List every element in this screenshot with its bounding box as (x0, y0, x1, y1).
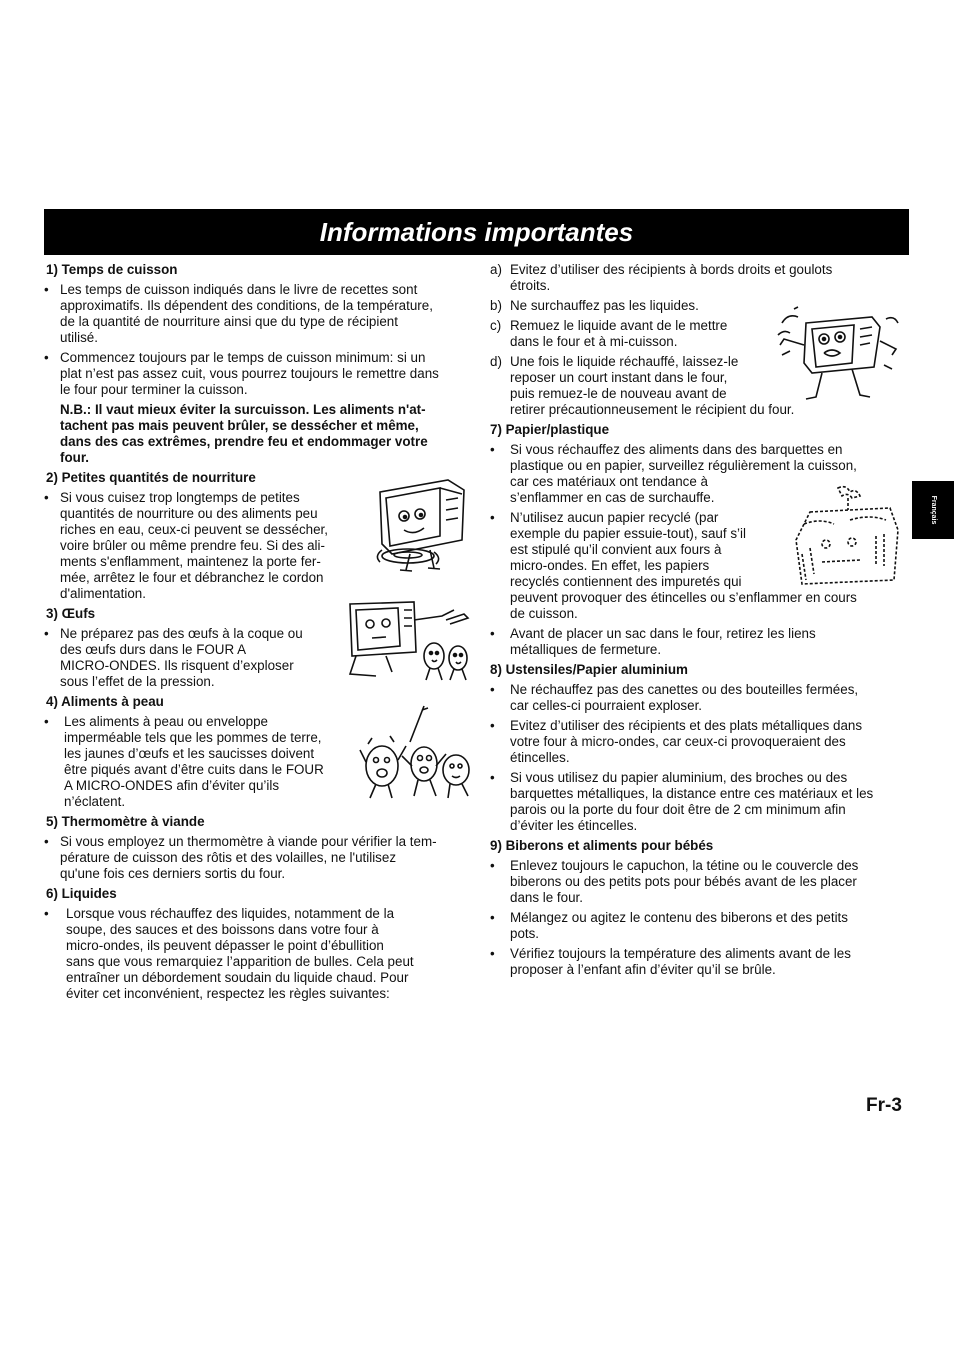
text-line: s’enflammer en cas de surchauffe. (510, 490, 715, 505)
text-line: est stipulé qu’il convient aux fours à (510, 542, 722, 557)
bullet-icon: • (44, 626, 49, 641)
section-heading: 1) Temps de cuisson (46, 262, 178, 277)
text-line: Avant de placer un sac dans le four, retirez les liens (510, 626, 816, 641)
bullet-item (490, 910, 910, 942)
bullet-icon: • (490, 682, 495, 697)
text-line: Vérifiez toujours la température des aliments avant de les (510, 946, 851, 961)
language-tab (912, 481, 954, 539)
text-line: puis remuez-le de nouveau avant de (510, 386, 727, 401)
bullet-item (490, 626, 910, 658)
bullet-icon: • (44, 834, 49, 849)
section-heading: 8) Ustensiles/Papier aluminium (490, 662, 688, 677)
text-line: micro-ondes, ils peuvent dépasser le point d’ébullition (66, 938, 384, 953)
paper-towel-fire-illustration (790, 484, 906, 588)
text-line: éviter cet inconvénient, respectez les règles suivantes: (66, 986, 390, 1001)
text-line: four. (60, 450, 90, 465)
microwave-pointing-eggs-illustration (346, 598, 472, 682)
text-line: Si vous cuisez trop longtemps de petites (60, 490, 300, 505)
text-line: Si vous utilisez du papier aluminium, des broches ou des (510, 770, 848, 785)
text-line: utilisé. (60, 330, 98, 345)
text-line: reposer un court instant dans le four, (510, 370, 728, 385)
text-line: mée, arrêtez le four et débranchez le cordon (60, 570, 324, 585)
bullet-icon: • (44, 282, 49, 297)
bullet-item (490, 718, 910, 766)
text-line: Si vous employez un thermomètre à viande pour vérifier la tem- (60, 834, 437, 849)
text-line: biberons ou des petits pots pour bébés avant de les placer (510, 874, 857, 889)
bullet-item (44, 834, 476, 882)
text-line: ments s'enflamment, maintenez la porte fer- (60, 554, 321, 569)
text-line: Les aliments à peau ou enveloppe (64, 714, 268, 729)
text-line: Evitez d’utiliser des récipients et des plats métalliques dans (510, 718, 863, 733)
text-line: plat n’est pas assez cuit, vous pourrez toujours le remettre dans (60, 366, 439, 381)
text-line: peuvent provoquer des étincelles ou s’enflammer en cours (510, 590, 857, 605)
list-marker: a) (490, 262, 502, 277)
section-heading: 2) Petites quantités de nourriture (46, 470, 256, 485)
text-line: de cuisson. (510, 606, 578, 621)
microwave-with-plate-illustration (370, 470, 470, 576)
bullet-icon: • (44, 490, 49, 505)
text-line: voire brûler ou même prendre feu. Si des ali- (60, 538, 325, 553)
section-heading: 9) Biberons et aliments pour bébés (490, 838, 714, 853)
bullet-icon: • (44, 714, 49, 729)
stressed-microwave-illustration (776, 305, 902, 403)
text-line: A MICRO-ONDES afin d’éviter qu’ils (64, 778, 280, 793)
warning-note (44, 402, 476, 466)
bullet-item (490, 770, 910, 834)
list-marker: b) (490, 298, 502, 313)
list-item (490, 262, 910, 294)
text-line: être piqués avant d’être cuits dans le FOUR (64, 762, 324, 777)
bullet-icon: • (44, 350, 49, 365)
text-line: le four pour terminer la cuisson. (60, 382, 248, 397)
bullet-item (44, 282, 476, 346)
text-line: pérature de cuisson des rôtis et des volailles, ne l'utilisez (60, 850, 397, 865)
text-line: sans que vous remarquiez l’apparition de bulles. Cela peut (66, 954, 414, 969)
page-title: Informations importantes (319, 217, 634, 247)
text-line: retirer précautionneusement le récipient du four. (510, 402, 795, 417)
text-line: votre four à micro-ondes, car ceux-ci provoqueraient des (510, 734, 846, 749)
text-line: tachent pas mais peuvent brûler, se dessécher et même, (60, 418, 419, 433)
bullet-item (490, 858, 910, 906)
page-number: Fr-3 (866, 1095, 902, 1116)
bullet-icon: • (490, 718, 495, 733)
text-line: Une fois le liquide réchauffé, laissez-le (510, 354, 739, 369)
text-line: Commencez toujours par le temps de cuisson minimum: si un (60, 350, 426, 365)
section-heading: 5) Thermomètre à viande (46, 814, 205, 829)
section-heading: 3) Œufs (46, 606, 96, 621)
text-line: étroits. (510, 278, 551, 293)
text-line: recyclés contiennent des impuretés qui (510, 574, 742, 589)
text-line: sous l’effet de la pression. (60, 674, 215, 689)
text-line: Remuez le liquide avant de le mettre (510, 318, 728, 333)
text-line: Les temps de cuisson indiqués dans le livre de recettes sont (60, 282, 418, 297)
text-line: quantités de nourriture ou des aliments peu (60, 506, 318, 521)
text-line: parois ou la porte du four doit être de 2 cm minimum afin (510, 802, 846, 817)
bullet-icon: • (490, 946, 495, 961)
bullet-icon: • (44, 906, 49, 921)
list-marker: d) (490, 354, 502, 369)
text-line: riches en eau, ceux-ci peuvent se dessécher, (60, 522, 328, 537)
text-line: dans des cas extrêmes, prendre feu et endommager votre (60, 434, 428, 449)
text-line: N.B.: Il vaut mieux éviter la surcuisson. Les aliments n'at- (60, 402, 426, 417)
text-line: des œufs durs dans le FOUR A (60, 642, 247, 657)
section-heading: 7) Papier/plastique (490, 422, 610, 437)
text-line: qu'une fois ces derniers sortis du four. (60, 866, 286, 881)
text-line: métalliques de fermeture. (510, 642, 662, 657)
text-line: dans le four. (510, 890, 583, 905)
text-line: de la quantité de nourriture ainsi que du type de récipient (60, 314, 398, 329)
text-line: Mélangez ou agitez le contenu des biberons et des petits (510, 910, 848, 925)
text-line: proposer à l’enfant afin d’éviter qu’il se brûle. (510, 962, 776, 977)
bullet-icon: • (490, 910, 495, 925)
text-line: dans le four et à mi-cuisson. (510, 334, 678, 349)
text-line: Lorsque vous réchauffez des liquides, notamment de la (66, 906, 395, 921)
text-line: barquettes métalliques, la distance entre ces matériaux et les (510, 786, 874, 801)
title-bar (44, 209, 909, 255)
text-line: pots. (510, 926, 540, 941)
text-line: soupe, des sauces et des boissons dans votre four à (66, 922, 379, 937)
text-line: d'alimentation. (60, 586, 146, 601)
text-line: exemple du papier essuie-tout), sauf s’il (510, 526, 746, 541)
text-line: les jaunes d’œufs et les saucisses doivent (64, 746, 315, 761)
section-heading: 6) Liquides (46, 886, 117, 901)
text-line: micro-ondes. En effet, les papiers (510, 558, 710, 573)
text-line: imperméable tels que les pommes de terre, (64, 730, 322, 745)
text-line: car celles-ci pourraient exploser. (510, 698, 703, 713)
text-line: Ne préparez pas des œufs à la coque ou (60, 626, 303, 641)
bullet-icon: • (490, 510, 495, 525)
text-line: plastique ou en papier, surveillez régulièrement la cuisson, (510, 458, 857, 473)
bullet-icon: • (490, 770, 495, 785)
text-line: n’éclatent. (64, 794, 126, 809)
text-line: Enlevez toujours le capuchon, la tétine ou le couvercle des (510, 858, 859, 873)
text-line: entraîner un débordement soudain du liquide chaud. Pour (66, 970, 409, 985)
text-line: car ces matériaux ont tendance à (510, 474, 708, 489)
bullet-icon: • (490, 858, 495, 873)
text-line: étincelles. (510, 750, 570, 765)
bullet-icon: • (490, 442, 495, 457)
potatoes-being-pricked-illustration (358, 704, 478, 802)
language-tab-label: Français (930, 495, 937, 525)
bullet-item (44, 350, 476, 398)
text-line: d’éviter les étincelles. (510, 818, 638, 833)
section-heading: 4) Aliments à peau (46, 694, 164, 709)
text-line: N’utilisez aucun papier recyclé (par (510, 510, 719, 525)
text-line: Ne surchauffez pas les liquides. (510, 298, 699, 313)
text-line: Ne réchauffez pas des canettes ou des bouteilles fermées, (510, 682, 859, 697)
bullet-item (490, 682, 910, 714)
bullet-item (490, 946, 910, 978)
text-line: Si vous réchauffez des aliments dans des barquettes en (510, 442, 843, 457)
text-line: Evitez d’utiliser des récipients à bords droits et goulots (510, 262, 833, 277)
list-marker: c) (490, 318, 502, 333)
bullet-item (44, 906, 476, 1002)
bullet-icon: • (490, 626, 495, 641)
text-line: approximatifs. Ils dépendent des conditions, de la température, (60, 298, 433, 313)
text-line: MICRO-ONDES. Ils risquent d’exploser (60, 658, 294, 673)
